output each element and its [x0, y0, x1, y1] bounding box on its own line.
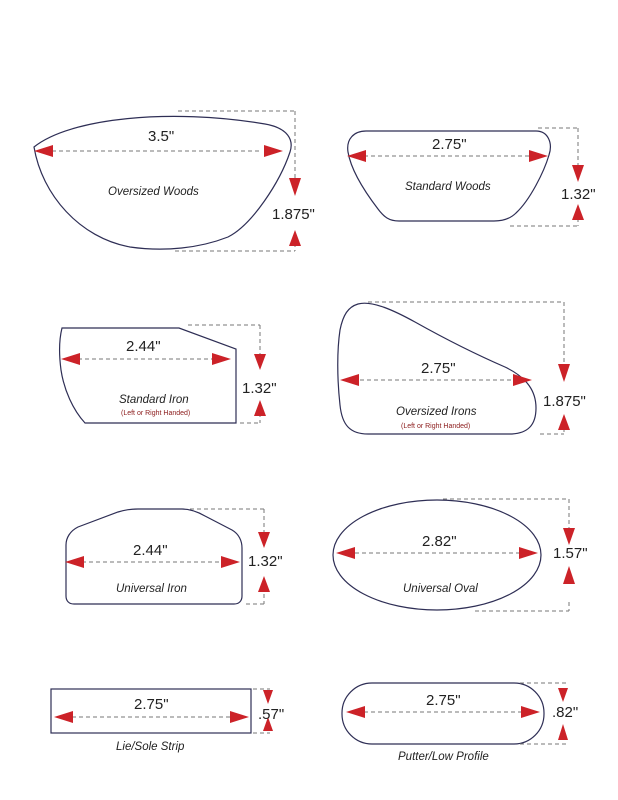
- standard-iron-note: (Left or Right Handed): [121, 410, 191, 417]
- universal-iron-width-arrow-left: [65, 556, 84, 568]
- lie-sole-strip-width-arrow-left: [54, 711, 73, 723]
- lie-sole-strip-height-arrow-down: [263, 690, 273, 704]
- oversized-irons-height-arrow-up: [558, 414, 570, 430]
- shape-oversized-irons: [338, 302, 586, 434]
- standard-woods-height-arrow-up: [572, 204, 584, 220]
- putter-low-profile-width-arrow-left: [346, 706, 365, 718]
- oversized-irons-width-arrow-right: [513, 374, 532, 386]
- standard-woods-title: Standard Woods: [405, 181, 491, 193]
- putter-low-profile-height-arrow-up: [558, 724, 568, 740]
- putter-low-profile-height-label: .82": [552, 704, 579, 721]
- oversized-woods-height-arrow-up: [289, 230, 301, 246]
- universal-oval-height-arrow-up: [563, 566, 575, 584]
- standard-iron-height-arrow-down: [254, 354, 266, 370]
- oversized-irons-height-label: 1.875": [543, 393, 586, 410]
- universal-iron-height-arrow-up: [258, 576, 270, 592]
- oversized-woods-width-arrow-left: [34, 145, 53, 157]
- universal-iron-width-label: 2.44": [133, 542, 168, 559]
- standard-woods-width-arrow-right: [529, 150, 548, 162]
- lie-sole-strip-width-arrow-right: [230, 711, 249, 723]
- oversized-woods-height-arrow-down: [289, 178, 301, 196]
- standard-woods-width-label: 2.75": [432, 136, 467, 153]
- oversized-woods-width-arrow-right: [264, 145, 283, 157]
- universal-iron-width-arrow-right: [221, 556, 240, 568]
- universal-iron-height-label: 1.32": [248, 553, 283, 570]
- shape-universal-iron: [65, 509, 283, 604]
- standard-iron-height-arrow-up: [254, 400, 266, 416]
- standard-iron-width-label: 2.44": [126, 338, 161, 355]
- putter-low-profile-width-label: 2.75": [426, 692, 461, 709]
- universal-iron-title: Universal Iron: [116, 583, 187, 595]
- universal-iron-height-arrow-down: [258, 532, 270, 548]
- standard-iron-width-arrow-left: [61, 353, 80, 365]
- shape-putter-low-profile: [342, 683, 578, 763]
- lie-sole-strip-height-label: .57": [258, 706, 285, 723]
- standard-iron-height-label: 1.32": [242, 380, 277, 397]
- universal-oval-width-arrow-right: [519, 547, 538, 559]
- oversized-woods-title: Oversized Woods: [108, 186, 199, 198]
- shape-oversized-woods: [34, 111, 315, 251]
- standard-iron-title: Standard Iron: [119, 394, 189, 406]
- oversized-irons-height-arrow-down: [558, 364, 570, 382]
- putter-low-profile-height-arrow-down: [558, 688, 568, 702]
- oversized-irons-width-arrow-left: [340, 374, 359, 386]
- universal-oval-width-arrow-left: [336, 547, 355, 559]
- shape-standard-iron: [60, 325, 277, 423]
- shape-lie-sole-strip: [51, 689, 284, 753]
- universal-oval-title: Universal Oval: [403, 583, 478, 595]
- lie-sole-strip-title: Lie/Sole Strip: [116, 741, 185, 753]
- universal-oval-height-label: 1.57": [553, 545, 588, 562]
- oversized-woods-width-label: 3.5": [148, 128, 175, 145]
- shape-standard-woods: [347, 128, 596, 226]
- lie-sole-strip-width-label: 2.75": [134, 696, 169, 713]
- universal-oval-height-arrow-down: [563, 528, 575, 545]
- shape-universal-oval: [333, 499, 588, 611]
- oversized-irons-width-label: 2.75": [421, 360, 456, 377]
- oversized-irons-title: Oversized Irons: [396, 406, 477, 418]
- putter-low-profile-width-arrow-right: [521, 706, 540, 718]
- standard-iron-width-arrow-right: [212, 353, 231, 365]
- universal-oval-width-label: 2.82": [422, 533, 457, 550]
- putter-low-profile-title: Putter/Low Profile: [398, 751, 489, 763]
- standard-woods-height-arrow-down: [572, 165, 584, 182]
- oversized-woods-height-label: 1.875": [272, 206, 315, 223]
- standard-woods-height-label: 1.32": [561, 186, 596, 203]
- oversized-irons-note: (Left or Right Handed): [401, 423, 471, 430]
